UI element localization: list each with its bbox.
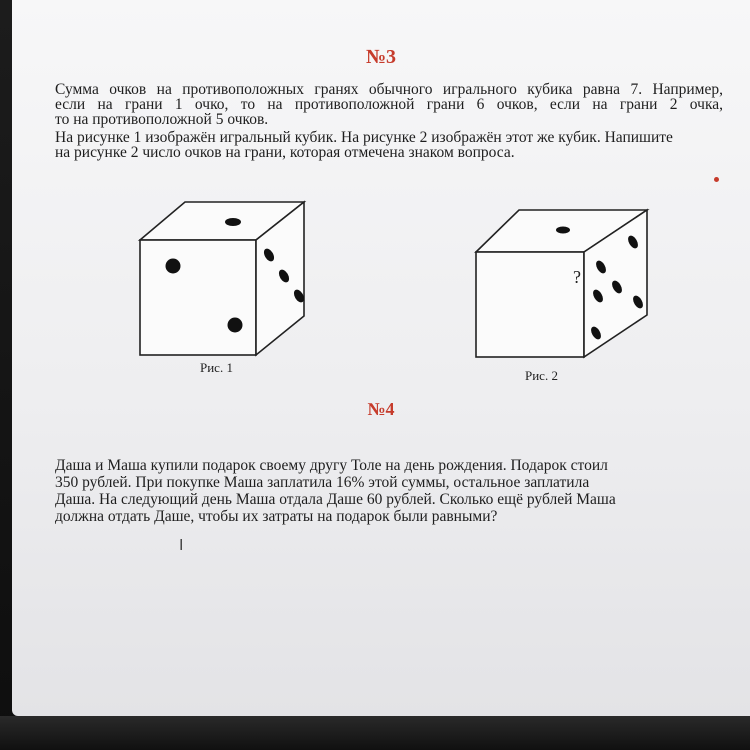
text-line: Сумма очков на противоположных гранях обычного игрального кубика равна 7. Например,	[55, 81, 723, 98]
text-line: то на противоположной 5 очков.	[55, 111, 269, 128]
text-line: Даша и Маша купили подарок своему другу Толе на день рождения. Подарок стоил	[55, 457, 608, 474]
problem-4-text	[55, 457, 705, 525]
text-cursor-icon: I	[179, 537, 184, 554]
figure-2-die	[467, 205, 662, 365]
text-line: на рисунке 2 число очков на грани, которая отмечена знаком вопроса.	[55, 144, 515, 161]
question-mark: ?	[573, 267, 581, 287]
pip	[166, 259, 181, 274]
pip	[225, 218, 241, 226]
text-line: Даша. На следующий день Маша отдала Даше 60 рублей. Сколько ещё рублей Маша	[55, 491, 616, 508]
figure-2-caption: Рис. 2	[525, 368, 558, 383]
pip	[228, 318, 243, 333]
monitor-bezel	[0, 716, 750, 750]
red-mark	[714, 177, 719, 182]
text-line: На рисунке 1 изображён игральный кубик. На рисунке 2 изображён этот же кубик. Напишите	[55, 129, 673, 146]
figure-1-caption: Рис. 1	[200, 360, 233, 375]
text-line: 350 рублей. При покупке Маша заплатила 16% этой суммы, остальное заплатила	[55, 474, 590, 491]
problem-3-number: №3	[365, 46, 397, 68]
text-line: если на грани 1 очко, то на противоположной грани 6 очков, если на грани 2 очка,	[55, 96, 723, 113]
problem-3-paragraph-2	[55, 130, 735, 160]
pip	[556, 227, 570, 234]
text-line: должна отдать Даше, чтобы их затраты на подарок были равными?	[55, 508, 498, 525]
problem-3-paragraph-1	[55, 82, 723, 127]
document-page	[12, 0, 750, 716]
problem-4-number: №4	[367, 399, 395, 419]
die-front-face	[476, 252, 584, 357]
die-front-face	[140, 240, 256, 355]
figure-1-die	[132, 192, 322, 364]
